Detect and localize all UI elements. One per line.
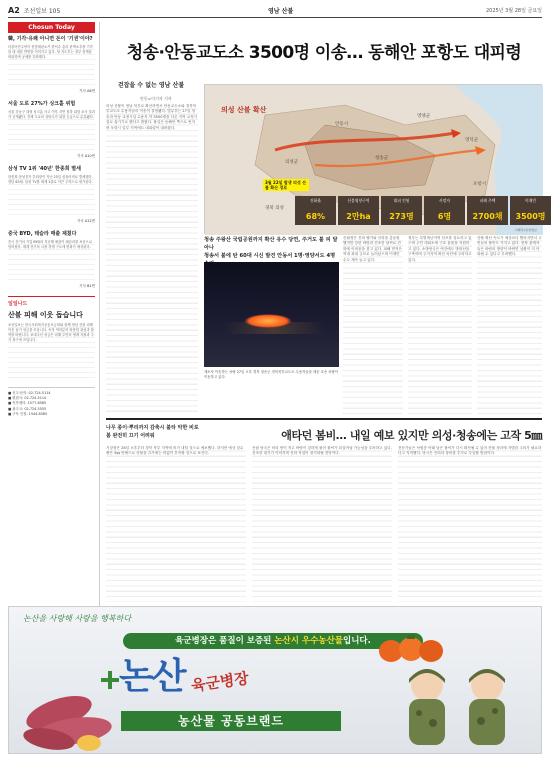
stat-box — [295, 196, 336, 225]
sweet-potato-image — [19, 643, 119, 753]
advertisement[interactable] — [8, 606, 542, 754]
stat-label: 피해 주택 — [479, 198, 496, 203]
sidebar — [8, 22, 100, 606]
brief-title: 중국 BYD, 테슬라 매출 제쳤다 — [8, 231, 77, 237]
persimmon-image — [377, 627, 445, 667]
map-callout: 3월 22일 발생 의성 산불 확산 경로 — [263, 179, 309, 191]
map-label: 포항시 — [473, 182, 487, 187]
map-label: 의성군 — [285, 160, 299, 165]
stat-value: 2만ha — [346, 212, 371, 221]
map-label: 영덕군 — [465, 138, 479, 143]
article-text: 의성 산불이 영남 북부로 확산하면서 안동교도소와 경북북부교도소 수용자들의 이송이 결정됐다. 법무부는 27일 청송과 안동 교정시설 수용자 약 3500명을 다른 지역 교정시설로 옮기기로 했다고 밝혔다. 불길은 동해안 쪽으로 번지며 포항시 일부 지역에도 대피령이 내려졌다. — [106, 104, 198, 414]
stat-label: 대피 인원 — [393, 198, 410, 203]
divider — [8, 296, 95, 297]
page-number: A2 — [8, 6, 20, 15]
sidebar-brief[interactable] — [8, 101, 95, 159]
section2-subhead: 나무 종이·뿌리까지 감축시 불타 악한 비로 봄 완전히 끄기 어려워 — [106, 425, 199, 439]
stat-box — [510, 196, 551, 225]
sidebar-brief[interactable] — [8, 36, 95, 94]
brief-body: 서울 강동구 대형 싱크홀 사고 이후 지반 침하 위험 조사 결과가 공개됐다. 전체 도로의 상당수가 위험 등급으로 분류됐다. — [8, 110, 95, 154]
ad-banner-highlight: 논산시 우수농산물 — [274, 636, 343, 646]
plus-symbol-icon — [101, 671, 119, 689]
stat-label: 이재민 — [524, 198, 536, 203]
article-text: 산림청은 진화 헬기와 인력을 총동원했지만 강한 바람과 건조한 날씨로 진화에 어려움을 겪고 있다. 피해 면적은 역대 최대 규모로 늘어났으며 이재민 수도 계속 늘고 있다. — [343, 236, 403, 414]
section-name: 영남 산불 — [268, 8, 294, 15]
photo-headline-2: 청송서 불에 탄 60대 시신 발견 안동서 1명·영양서도 4명 — [204, 253, 336, 259]
ad-brand — [119, 657, 249, 697]
stat-value: 2700채 — [472, 212, 503, 221]
paper-name: 조선일보 105 — [23, 8, 61, 15]
column-label: 일일나드 — [8, 301, 28, 307]
brief-byline: 기사 A6면 — [79, 89, 95, 93]
column-title[interactable]: 산불 피해 이웃 돕습니다 — [8, 311, 83, 319]
ad-slogan: 논산을 사랑해 사랑을 행복하다 — [23, 614, 132, 623]
article-text: 산림 당국은 비의 양이 적고 바람이 강하게 불어 불씨가 되살아날 가능성을 우려하고 있다. 건조한 대기가 이어지며 진화 작업이 장기화될 전망이다. — [252, 446, 392, 602]
main-byline: 안동=이기자 기자 — [140, 96, 172, 101]
brief-title: 삼성 TV 1위 '40년' 한종희 별세 — [8, 166, 81, 172]
page-header — [8, 4, 542, 18]
map-label: 영양군 — [417, 114, 431, 119]
map-credit: 그래픽=조선일보 — [514, 228, 537, 232]
issue-date: 2025년 3월 28일 금요일 — [485, 8, 542, 14]
map-label: 경북 의성 — [265, 206, 284, 211]
ad-brand-sub: 육군병장 — [189, 669, 250, 695]
article-text: 산불 확산 속도가 예상보다 빨라지면서 주민들의 불안도 커지고 있다. 현장 관계자들은 바람의 방향이 바뀌면 상황이 더 악화될 수 있다고 우려했다. — [477, 236, 542, 414]
brief-byline: 기사 A12면 — [76, 219, 95, 223]
map-label: 청송군 — [375, 156, 389, 161]
photo-fire — [244, 314, 292, 328]
map-label: 안동시 — [335, 122, 349, 127]
brief-byline: 기사 A10면 — [76, 154, 95, 158]
ad-brand-main: 논산 — [119, 656, 185, 697]
article-text: 정부는 특별재난지역 선포를 검토하고 있으며 주민 대피소에 구호 물품을 지원하고 있다. 소방당국은 야간에도 방화선을 구축하며 주거지역 확산 차단에 주력하고 있다. — [408, 236, 472, 414]
article-text: 기상청은 28일 오후부터 경북 북부 지역에 비가 내릴 것으로 예보했다. 하지만 예상 강수량은 5㎜ 안팎으로 산불을 끄기에는 턱없이 부족할 것으로 보인다. — [106, 446, 246, 602]
brief-body: 중국 전기차 기업 BYD의 지난해 매출이 테슬라를 처음으로 넘어섰다. 세계 전기차 시장 경쟁 구도에 변화가 예상된다. — [8, 240, 95, 284]
brief-title: 韓, 기각·유쾌 아니면 돈이 '기권'이야? — [8, 36, 93, 42]
ad-banner-brand: 육군병장 — [175, 636, 208, 646]
wildfire-map — [204, 84, 546, 234]
stats-bar — [295, 196, 551, 225]
stat-box — [381, 196, 422, 225]
main-subhead: 걷잡을 수 없는 영남 산불 — [117, 82, 185, 89]
photo-caption: 재소자 이송하는 차량 27일 오후 경북 청송군 경북북부교도소 수용자들을 태운 호송 차량이 이동하고 있다. — [204, 370, 339, 379]
article-text: 전문가들은 낙엽층 아래 남은 불씨가 다시 확산될 수 있어 잔불 정리에 각별한 주의가 필요하다고 지적했다. 당국은 인력과 장비를 추가로 투입할 방침이다. — [398, 446, 542, 602]
stat-value: 273명 — [389, 212, 414, 221]
map-title: 의성 산불 확산 — [221, 106, 267, 114]
photo-headline-1: 청송 주왕산 국립공원까지 확산 유수 당연, 주거도 불 피 달아나 — [204, 237, 338, 251]
stat-label: 진화율 — [309, 198, 321, 203]
brief-byline: 기사 B1면 — [79, 284, 95, 288]
section-divider — [106, 418, 542, 420]
stat-box — [467, 196, 508, 225]
stat-value: 68% — [305, 212, 326, 221]
stat-value: 3500명 — [515, 212, 546, 221]
section2-headline[interactable]: 애타던 봄비… 내일 예보 있지만 의성·청송에는 고작 5㎜ — [281, 429, 542, 442]
ad-brand-band: 농산물 공동브랜드 — [121, 711, 341, 731]
news-photo — [204, 262, 339, 367]
sidebar-brief[interactable] — [8, 231, 95, 289]
column-body: 조선일보는 한국사회복지공동모금회와 함께 영남 산불 피해 이웃 돕기 성금을 모읍니다. 독자 여러분의 따뜻한 관심과 참여를 바랍니다. 보내주신 성금은 피해 주민의 생계 지원과 주거 복구에 쓰입니다. — [8, 323, 95, 381]
brief-body: 한종희 삼성전자 부회장이 지난 25일 심장마비로 별세했다. 향년 63세. 삼성 TV를 세계 1위로 이끈 주역으로 평가된다. — [8, 175, 95, 219]
soldier-mascot-icon — [459, 663, 515, 753]
brief-title: 서울 도로 27%가 싱크홀 위험 — [8, 101, 76, 107]
stat-label: 사망자 — [438, 198, 450, 203]
chosun-today-label: Chosun Today — [8, 22, 95, 33]
stat-box — [424, 196, 465, 225]
stat-label: 산불영향구역 — [347, 198, 370, 203]
sidebar-brief[interactable] — [8, 166, 95, 224]
main-headline[interactable]: 청송·안동교도소 3500명 이송… 동해안 포항도 대피령 — [126, 43, 522, 63]
contact-info: ■ 신고·문의: 02-724-5114 ■ 편집국: 02-724-5114 ■ 독자센터: 1577-8585 ■ 광고국: 02-724-5555 ■ 구독 신청: 1544-8585 — [8, 387, 95, 417]
ad-banner-end: 입니다. — [343, 636, 371, 646]
stat-value: 6명 — [437, 212, 452, 221]
soldier-mascot-icon — [399, 663, 455, 753]
stat-box — [338, 196, 379, 225]
brief-body: 더불어민주당이 헌법재판소가 한덕수 총리 탄핵소추를 기각한 데 대한 반발을 이어가고 있다. 당 지도부는 정부 정책을 비판하며 공세를 강화했다. — [8, 45, 95, 89]
ad-banner-text: 은 품질이 보증된 — [207, 636, 275, 646]
